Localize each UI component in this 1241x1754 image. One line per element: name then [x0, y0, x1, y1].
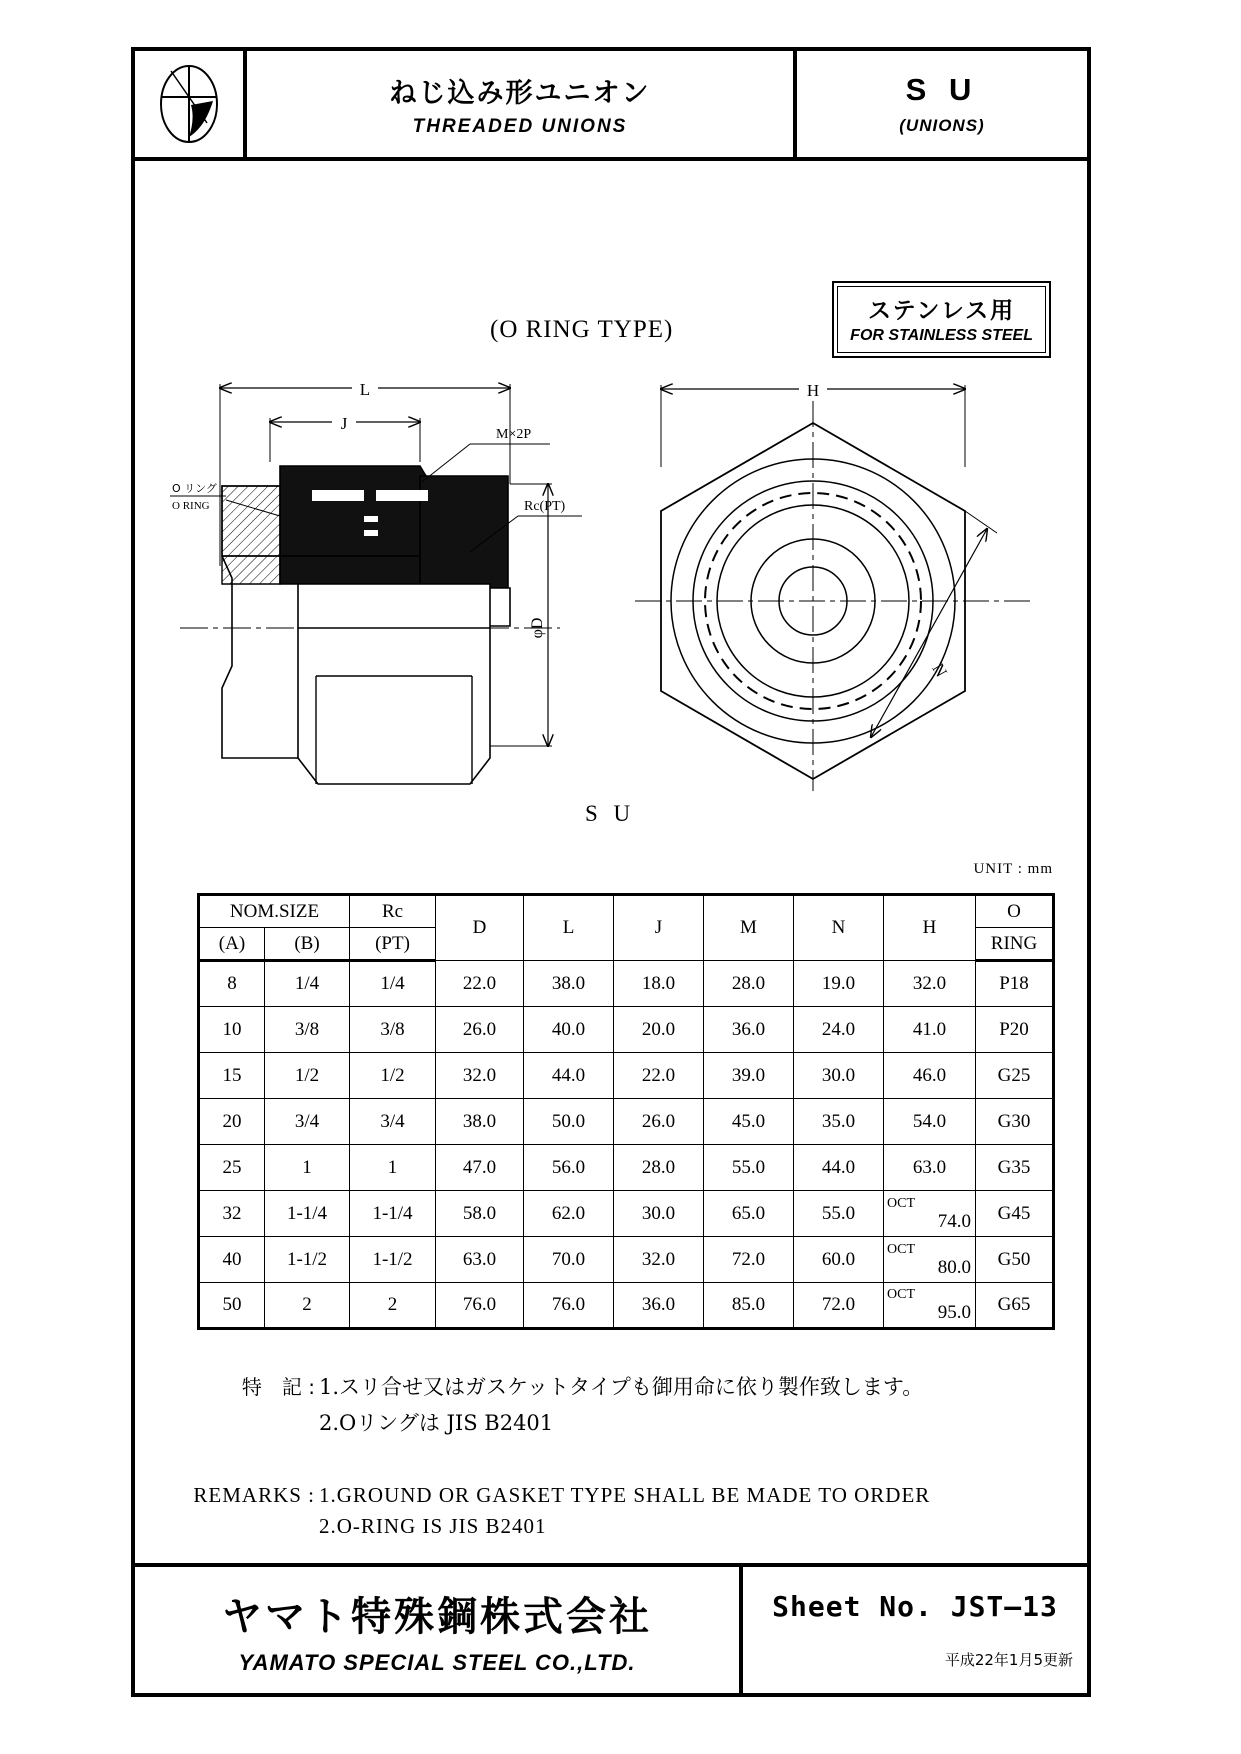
notes-en-label: REMARKS :	[193, 1483, 315, 1507]
cell-m: 72.0	[704, 1237, 794, 1283]
cell-d: 26.0	[436, 1007, 524, 1053]
cell-b: 1-1/4	[265, 1191, 350, 1237]
stainless-label-jp: ステンレス用	[868, 298, 1016, 324]
cell-rc: 1-1/4	[350, 1191, 436, 1237]
cell-b: 1/4	[265, 961, 350, 1007]
drawing-sheet	[131, 47, 1091, 1697]
dimension-table	[197, 893, 1055, 1330]
table-row	[199, 1283, 1054, 1329]
cell-d: 63.0	[436, 1237, 524, 1283]
header-n: N	[794, 895, 884, 961]
sheet-number: Sheet No. JST—13	[772, 1590, 1058, 1623]
cell-rc: 3/4	[350, 1099, 436, 1145]
cell-o: G45	[976, 1191, 1054, 1237]
cell-h: 54.0	[884, 1099, 976, 1145]
cell-n: 19.0	[794, 961, 884, 1007]
cell-rc: 3/8	[350, 1007, 436, 1053]
cell-a: 8	[199, 961, 265, 1007]
header-oring-bottom: RING	[976, 928, 1054, 961]
notes-english	[135, 1483, 1087, 1545]
notes-japanese	[135, 1371, 1087, 1443]
table-head	[199, 895, 1054, 961]
cell-b: 2	[265, 1283, 350, 1329]
cell-m: 55.0	[704, 1145, 794, 1191]
sheet-revision-date: 平成22年1月5更新	[944, 1651, 1073, 1669]
cell-m: 45.0	[704, 1099, 794, 1145]
title-japanese: ねじ込み形ユニオン	[389, 77, 651, 109]
cell-j: 30.0	[614, 1191, 704, 1237]
cell-l: 56.0	[524, 1145, 614, 1191]
cell-j: 22.0	[614, 1053, 704, 1099]
notes-jp-line1: 1.スリ合せ又はガスケットタイプも御用命に依り製作致します。	[319, 1375, 924, 1399]
product-code-cell	[797, 51, 1087, 157]
cell-l: 38.0	[524, 961, 614, 1007]
cell-d: 22.0	[436, 961, 524, 1007]
header-size-b: (B)	[265, 928, 350, 961]
title-english: THREADED UNIONS	[412, 115, 628, 137]
dim-label-M2P: M×2P	[496, 427, 532, 442]
company-cell	[135, 1567, 743, 1693]
cell-n: 30.0	[794, 1053, 884, 1099]
cell-m: 85.0	[704, 1283, 794, 1329]
table-row	[199, 1237, 1054, 1283]
cell-o: P18	[976, 961, 1054, 1007]
notes-en-line2: 2.O-RING IS JIS B2401	[319, 1514, 547, 1538]
cell-a: 25	[199, 1145, 265, 1191]
oring-type-label: (O RING TYPE)	[490, 316, 674, 343]
cell-rc: 1	[350, 1145, 436, 1191]
dim-label-RcPT: Rc(PT)	[524, 499, 566, 514]
yamato-logo-icon	[151, 61, 227, 147]
cell-h-prefix: OCT	[887, 1195, 915, 1211]
cell-rc: 1-1/2	[350, 1237, 436, 1283]
cell-l: 40.0	[524, 1007, 614, 1053]
cell-l: 76.0	[524, 1283, 614, 1329]
cell-j: 32.0	[614, 1237, 704, 1283]
cell-n: 24.0	[794, 1007, 884, 1053]
cell-m: 65.0	[704, 1191, 794, 1237]
header-size-a: (A)	[199, 928, 265, 961]
header-h: H	[884, 895, 976, 961]
cell-a: 10	[199, 1007, 265, 1053]
cell-h-prefix: OCT	[887, 1287, 915, 1302]
cell-o: P20	[976, 1007, 1054, 1053]
dim-label-L: L	[359, 380, 371, 399]
cell-o: G30	[976, 1099, 1054, 1145]
company-name-en: YAMATO SPECIAL STEEL CO.,LTD.	[238, 1649, 636, 1675]
cell-d: 58.0	[436, 1191, 524, 1237]
cell-h-prefix: OCT	[887, 1241, 915, 1257]
cell-b: 1/2	[265, 1053, 350, 1099]
header-d: D	[436, 895, 524, 961]
header-rc-bottom: (PT)	[350, 928, 436, 961]
cell-o: G65	[976, 1283, 1054, 1329]
union-section-view-drawing	[170, 366, 600, 786]
cell-n: 44.0	[794, 1145, 884, 1191]
cell-h	[884, 1237, 976, 1283]
union-end-view-drawing	[635, 361, 1035, 791]
cell-m: 36.0	[704, 1007, 794, 1053]
cell-n: 60.0	[794, 1237, 884, 1283]
notes-jp-label: 特 記 :	[241, 1375, 315, 1399]
cell-h: 46.0	[884, 1053, 976, 1099]
cell-h: 41.0	[884, 1007, 976, 1053]
cell-m: 39.0	[704, 1053, 794, 1099]
table-row	[199, 1053, 1054, 1099]
cell-n: 35.0	[794, 1099, 884, 1145]
title-block	[135, 51, 1087, 161]
cell-rc: 2	[350, 1283, 436, 1329]
cell-d: 47.0	[436, 1145, 524, 1191]
cell-h-value: 80.0	[937, 1256, 971, 1278]
header-oring-top: O	[976, 895, 1054, 928]
notes-en-line1: 1.GROUND OR GASKET TYPE SHALL BE MADE TO ORDER	[319, 1483, 931, 1507]
cell-b: 1	[265, 1145, 350, 1191]
cell-o: G35	[976, 1145, 1054, 1191]
table-body	[199, 961, 1054, 1329]
dim-label-oring-en: O RING	[172, 500, 210, 512]
sheet-number-cell	[743, 1567, 1087, 1693]
header-nom-size: NOM.SIZE	[199, 895, 350, 928]
cell-rc: 1/2	[350, 1053, 436, 1099]
cell-d: 32.0	[436, 1053, 524, 1099]
cell-a: 40	[199, 1237, 265, 1283]
dim-label-N: N	[928, 660, 952, 681]
view-caption: S U	[585, 801, 636, 826]
cell-l: 50.0	[524, 1099, 614, 1145]
cell-h-value: 74.0	[937, 1210, 971, 1232]
dim-label-J: J	[340, 414, 348, 433]
cell-a: 15	[199, 1053, 265, 1099]
unit-note: UNIT : mm	[973, 861, 1053, 877]
cell-l: 62.0	[524, 1191, 614, 1237]
stainless-label-en: FOR STAINLESS STEEL	[850, 327, 1033, 344]
cell-b: 3/8	[265, 1007, 350, 1053]
cell-rc: 1/4	[350, 961, 436, 1007]
dim-label-phiD: φD	[529, 617, 546, 639]
cell-n: 55.0	[794, 1191, 884, 1237]
header-rc-top: Rc	[350, 895, 436, 928]
cell-j: 28.0	[614, 1145, 704, 1191]
cell-a: 20	[199, 1099, 265, 1145]
cell-l: 44.0	[524, 1053, 614, 1099]
notes-jp-line2: 2.Oリングは JIS B2401	[319, 1411, 554, 1435]
company-name-jp: ヤマト特殊鋼株式会社	[222, 1593, 652, 1640]
cell-a: 32	[199, 1191, 265, 1237]
dim-label-oring-jp: O リング	[172, 482, 217, 495]
header-l: L	[524, 895, 614, 961]
sheet-title-cell	[247, 51, 797, 157]
cell-h	[884, 1191, 976, 1237]
table-row	[199, 961, 1054, 1007]
cell-m: 28.0	[704, 961, 794, 1007]
cell-b: 1-1/2	[265, 1237, 350, 1283]
table-row	[199, 1007, 1054, 1053]
product-code-sub: (UNIONS)	[899, 116, 985, 135]
cell-o: G25	[976, 1053, 1054, 1099]
table-row	[199, 1099, 1054, 1145]
cell-j: 18.0	[614, 961, 704, 1007]
cell-b: 3/4	[265, 1099, 350, 1145]
table-header-row-top	[199, 895, 1054, 928]
cell-j: 20.0	[614, 1007, 704, 1053]
product-code: S U	[905, 72, 979, 107]
cell-o: G50	[976, 1237, 1054, 1283]
table-row	[199, 1191, 1054, 1237]
cell-d: 76.0	[436, 1283, 524, 1329]
sheet-body	[135, 161, 1087, 1563]
cell-h-value: 95.0	[937, 1302, 971, 1323]
table-row	[199, 1145, 1054, 1191]
cell-n: 72.0	[794, 1283, 884, 1329]
cell-j: 36.0	[614, 1283, 704, 1329]
cell-l: 70.0	[524, 1237, 614, 1283]
cell-h	[884, 1283, 976, 1329]
dim-label-H: H	[806, 381, 820, 400]
cell-h: 63.0	[884, 1145, 976, 1191]
stainless-steel-badge	[832, 281, 1051, 358]
cell-h: 32.0	[884, 961, 976, 1007]
cell-j: 26.0	[614, 1099, 704, 1145]
header-m: M	[704, 895, 794, 961]
cell-d: 38.0	[436, 1099, 524, 1145]
header-j: J	[614, 895, 704, 961]
cell-a: 50	[199, 1283, 265, 1329]
footer-block	[135, 1563, 1087, 1693]
company-logo-cell	[135, 51, 247, 157]
